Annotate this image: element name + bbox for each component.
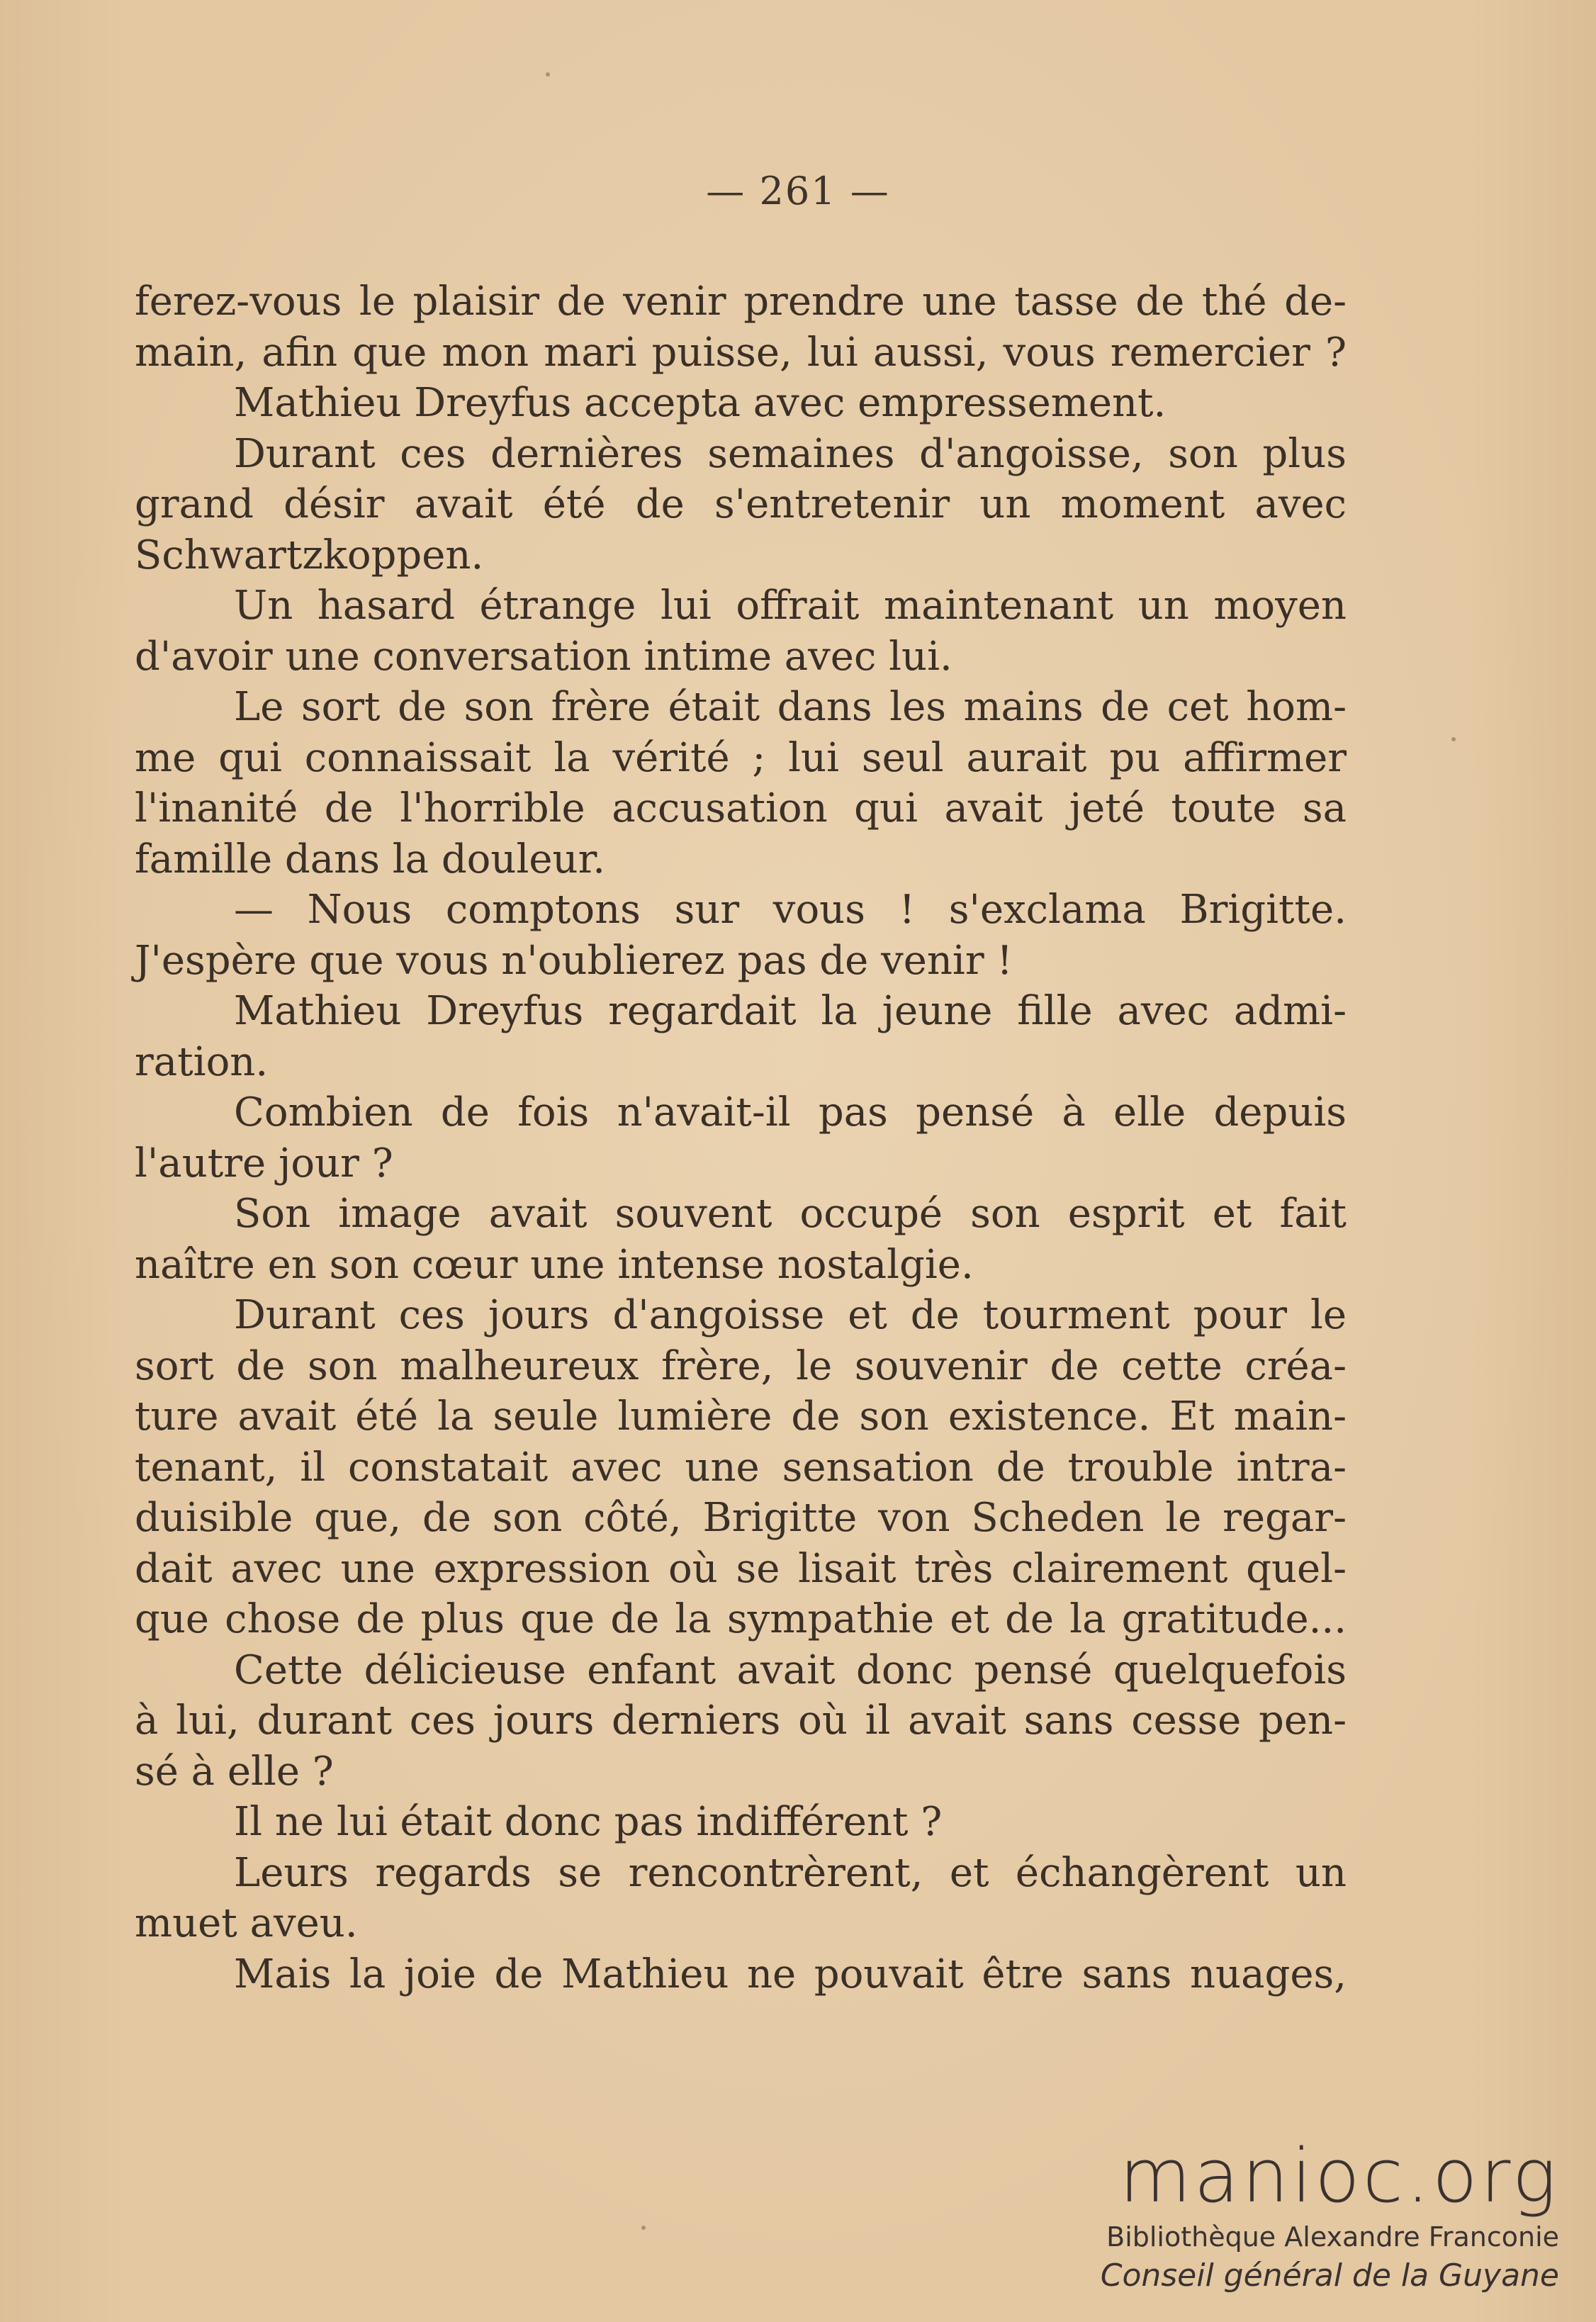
text-line: sé à elle ? [135,1748,334,1795]
text-line: tenant, il constatait avec une sensation de trouble intra- [135,1444,1347,1491]
text-line: Mathieu Dreyfus accepta avec empressement. [234,380,1167,426]
text-line: l'inanité de l'horrible accusation qui avait jeté toute sa [135,785,1347,831]
text-line: sort de son malheureux frère, le souvenir de cette créa- [135,1342,1347,1389]
text-line: muet aveu. [135,1900,358,1946]
council-name: Conseil général de la Guyane [1100,2258,1559,2294]
manioc-logo: manioc.org [1119,2133,1559,2219]
text-line: main, afin que mon mari puisse, lui aussi, vous remercier ? [135,329,1347,376]
paper-speck [641,2226,646,2230]
text-line: Mais la joie de Mathieu ne pouvait être sans nuages, [234,1951,1347,1997]
page-number: — 261 — [706,169,890,213]
text-line: ture avait été la seule lumière de son existence. Et main- [135,1393,1347,1440]
text-line: Son image avait souvent occupé son esprit et fait [234,1191,1347,1237]
text-line: Combien de fois n'avait-il pas pensé à elle depuis [234,1089,1347,1135]
text-line: — Nous comptons sur vous ! s'exclama Brigitte. [234,887,1347,933]
text-line: Mathieu Dreyfus regardait la jeune fille avec admi- [234,988,1347,1034]
text-line: Cette délicieuse enfant avait donc pensé quelquefois [234,1647,1347,1693]
text-line: naître en son cœur une intense nostalgie. [135,1241,974,1288]
text-line: à lui, durant ces jours derniers où il avait sans cesse pen- [135,1698,1347,1744]
text-line: J'espère que vous n'oublierez pas de venir ! [135,937,1013,984]
library-name: Bibliothèque Alexandre Franconie [1106,2221,1559,2253]
text-line: l'autre jour ? [135,1140,393,1187]
text-line: me qui connaissait la vérité ; lui seul aurait pu affirmer [135,734,1347,781]
text-line: d'avoir une conversation intime avec lui. [135,633,952,680]
text-line: dait avec une expression où se lisait très clairement quel- [135,1545,1347,1592]
manioc-watermark [1063,2133,1559,2296]
text-line: Schwartzkoppen. [135,532,484,578]
text-line: famille dans la douleur. [135,836,605,882]
text-line: que chose de plus que de la sympathie et de la gratitude... [135,1596,1347,1642]
text-line: Le sort de son frère était dans les mains de cet hom- [234,684,1347,730]
text-line: grand désir avait été de s'entretenir un moment avec [135,481,1347,527]
text-line: ferez-vous le plaisir de venir prendre une tasse de thé de- [135,279,1347,325]
text-line: Un hasard étrange lui offrait maintenant un moyen [234,583,1347,629]
text-line: Durant ces jours d'angoisse et de tourment pour le [234,1292,1347,1338]
text-line: Il ne lui était donc pas indifférent ? [234,1799,943,1845]
text-line: Leurs regards se rencontrèrent, et échangèrent un [234,1849,1347,1896]
text-line: Durant ces dernières semaines d'angoisse, son plus [234,430,1347,477]
body-text [135,276,1347,2000]
paper-speck [1451,737,1456,741]
paper-speck [546,72,550,77]
text-line: ration. [135,1038,269,1085]
text-line: duisible que, de son côté, Brigitte von Scheden le regar- [135,1495,1347,1541]
